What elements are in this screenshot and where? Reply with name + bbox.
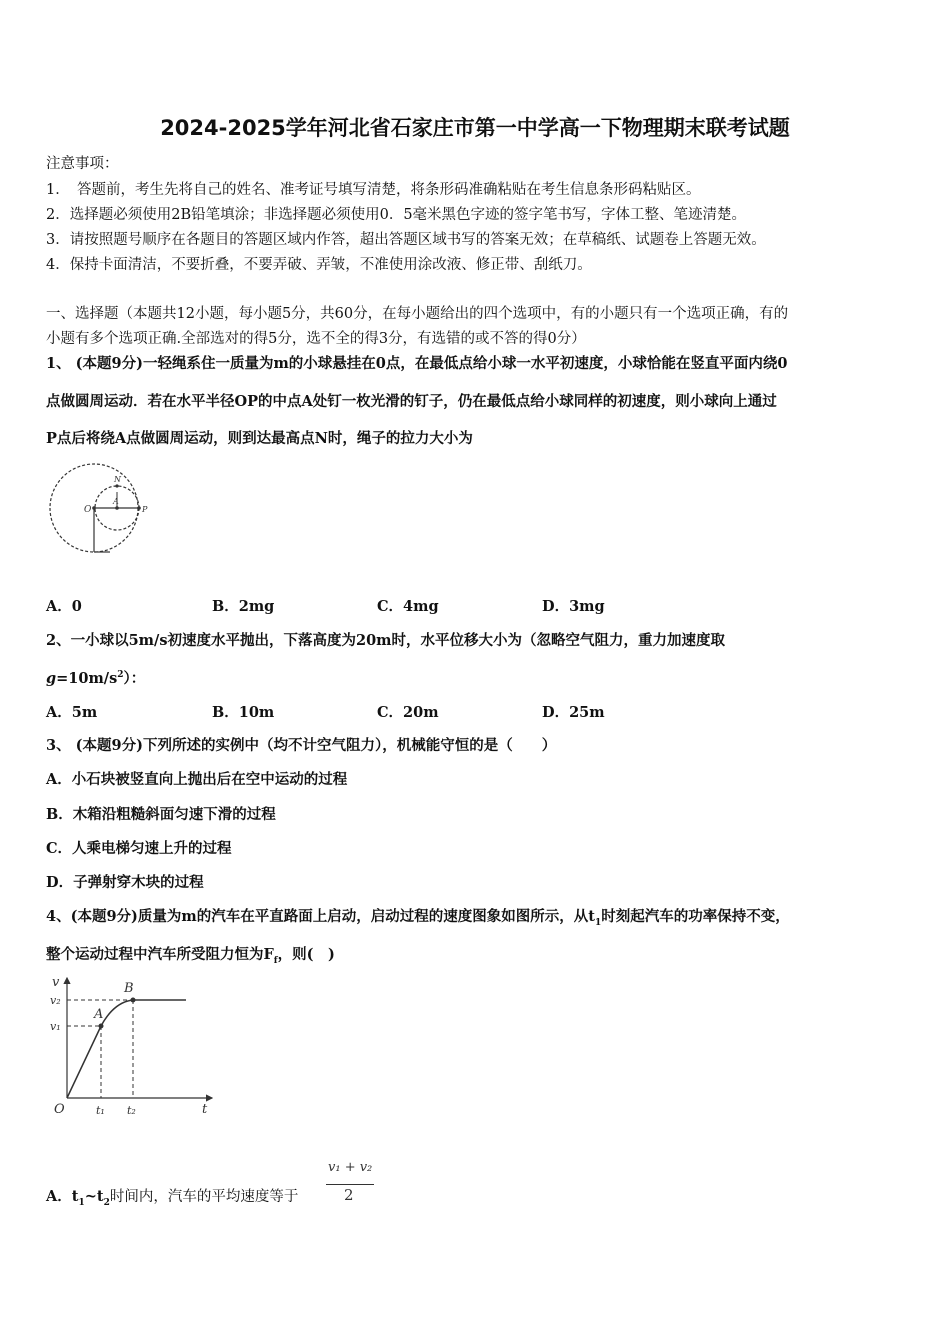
q1-stem: P点后将绕A点做圆周运动，则到达最高点N时，绳子的拉力大小为	[46, 430, 473, 447]
q4-text: ，则( )	[277, 946, 335, 963]
q3-option-a[interactable]: A．小石块被竖直向上抛出后在空中运动的过程	[46, 771, 348, 788]
q4-vt-graph	[44, 970, 224, 1122]
label-t: t	[202, 1102, 208, 1117]
subscript: f	[273, 955, 278, 966]
q1-stem: 1、 (本题9分)一轻绳系住一质量为m的小球悬挂在0点，在最低点给小球一水平初速度，小球恰能在竖直平面内绕0	[46, 355, 788, 372]
q3-option-b[interactable]: B．木箱沿粗糙斜面匀速下滑的过程	[46, 806, 276, 823]
q4-stem-line2	[46, 943, 335, 966]
fraction-numerator: v₁ + v₂	[328, 1160, 373, 1175]
q1-option-c[interactable]: C．4mg	[377, 598, 439, 615]
subscript: 1	[594, 917, 602, 928]
label-b: B	[124, 981, 134, 996]
subscript: 1	[78, 1197, 85, 1208]
page-title: 2024-2025学年河北省石家庄市第一中学高一下物理期末联考试题	[160, 116, 790, 140]
point-b	[131, 998, 136, 1003]
q4-text: 4、(本题9分)质量为m的汽车在平直路面上启动，启动过程的速度图象如图所示，从t	[46, 908, 595, 925]
q2-stem: 2、一小球以5m/s初速度水平抛出，下落高度为20m时，水平位移大小为（忽略空气阻力，重力加速度取	[46, 632, 725, 649]
notice-item: 3．请按照题号顺序在各题目的答题区域内作答，超出答题区域书写的答案无效；在草稿纸、试题卷上答题无效。	[46, 232, 766, 248]
notice-heading: 注意事项：	[46, 156, 119, 172]
fraction-bar	[326, 1184, 374, 1185]
curve-segment	[101, 1000, 186, 1026]
label-a: A	[113, 497, 119, 506]
q3-option-d[interactable]: D．子弹射穿木块的过程	[46, 874, 204, 891]
q2-option-d[interactable]: D．25m	[542, 704, 605, 721]
average-velocity-fraction	[324, 1158, 376, 1210]
label-v2: v₂	[50, 994, 61, 1007]
subscript: 2	[103, 1197, 110, 1208]
option-text: 时间内，汽车的平均速度等于	[109, 1189, 299, 1205]
notice-item: 4．保持卡面清洁，不要折叠，不要弄破、弄皱，不准使用涂改液、修正带、刮纸刀。	[46, 257, 592, 273]
g-value: =10m/s	[56, 670, 118, 687]
exponent: 2	[117, 670, 124, 681]
q2-option-c[interactable]: C．20m	[377, 704, 439, 721]
q3-option-c[interactable]: C．人乘电梯匀速上升的过程	[46, 840, 232, 857]
q4-stem-line1	[46, 905, 790, 928]
label-v: v	[52, 975, 60, 990]
label-origin: O	[54, 1102, 65, 1117]
label-t2: t₂	[127, 1104, 136, 1117]
q1-stem: 点做圆周运动．若在水平半径OP的中点A处钉一枚光滑的钉子，仍在最低点给小球同样的初速度，则小球向上通过	[46, 393, 777, 410]
label-a: A	[94, 1007, 104, 1022]
label-v1: v₁	[50, 1020, 61, 1033]
q2-stem-end: ）：	[123, 670, 146, 687]
g-symbol: g	[46, 670, 57, 687]
label-o: O	[84, 505, 92, 515]
section-heading-line: 一、选择题（本题共12小题，每小题5分，共60分，在每小题给出的四个选项中，有的小题只有一个选项正确，有的	[46, 306, 789, 322]
section-heading-line: 小题有多个选项正确.全部选对的得5分，选不全的得3分，有选错的或不答的得0分）	[46, 331, 586, 347]
label-p: P	[142, 505, 148, 514]
q4-text: 时刻起汽车的功率保持不变，	[601, 908, 790, 925]
fraction-denominator: 2	[344, 1186, 354, 1204]
q1-option-a[interactable]: A．0	[46, 598, 82, 615]
q2-stem-line2	[46, 667, 145, 688]
q1-option-b[interactable]: B．2mg	[212, 598, 275, 615]
q1-circle-figure	[48, 462, 158, 562]
q2-option-a[interactable]: A．5m	[46, 704, 98, 721]
notice-item: 2．选择题必须使用2B铅笔填涂；非选择题必须使用0．5毫米黑色字迹的签字笔书写，字体工整、笔迹清楚。	[46, 207, 747, 223]
linear-segment	[67, 1026, 101, 1098]
notice-item: 1． 答题前，考生先将自己的姓名、准考证号填写清楚，将条形码准确粘贴在考生信息条形码粘贴区。	[46, 182, 701, 198]
point-a	[99, 1024, 104, 1029]
q2-option-b[interactable]: B．10m	[212, 704, 275, 721]
q4-option-a[interactable]	[46, 1185, 298, 1208]
q1-option-d[interactable]: D．3mg	[542, 598, 605, 615]
option-text: A．t	[46, 1188, 79, 1205]
q3-stem: 3、 (本题9分)下列所述的实例中（均不计空气阻力），机械能守恒的是（ ）	[46, 737, 557, 754]
option-text: ~t	[84, 1188, 104, 1205]
label-n: N	[114, 475, 121, 484]
q4-text: 整个运动过程中汽车所受阻力恒为F	[46, 946, 274, 963]
label-t1: t₁	[96, 1104, 105, 1117]
